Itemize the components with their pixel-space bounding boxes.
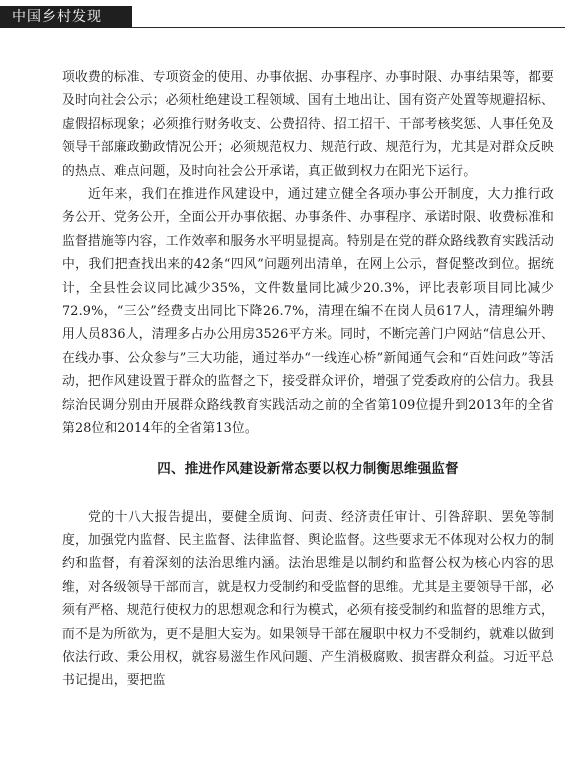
- publication-title: 中国乡村发现: [0, 6, 132, 28]
- article-body: [62, 66, 554, 693]
- header-rule: [132, 27, 565, 28]
- paragraph-continued: 项收费的标准、专项资金的使用、办事依据、办事程序、办事时限、办事结果等，都要及时向社会公示；必须杜绝建设工程领域、国有土地出让、国有资产处置等规避招标、虚假招标现象；必须推行财务收支、公费招待、招工招干、干部考核奖惩、人事任免及领导干部廉政勤政情况公开；必须规范权力、规范行政、规范行为，尤其是对群众反映的热点、难点问题，及时向社会公开承诺，真正做到权力在阳光下运行。: [62, 70, 554, 179]
- paragraph-achievements: 近年来，我们在推进作风建设中，通过建立健全各项办事公开制度，大力推行政务公开、党务公开，全面公开办事依据、办事条件、办事程序、承诺时限、收费标准和监督措施等内容，工作效率和服务水平明显提高。特别是在党的群众路线教育实践活动中，我们把查找出来的42条“四风”问题列出清单，在网上公示，督促整改到位。据统计，全县性会议同比减少35%，文件数量同比减少20.3%，评比表彰项目同比减少72.9%，“三公”经费支出同比下降26.7%，清理在编不在岗人员617人，清理编外聘用人员836人，清理多占办公用房3526平方米。同时，不断完善门户网站“信息公开、在线办事、公众参与”三大功能，通过举办“一线连心桥”新闻通气会和“百姓问政”等活动，把作风建设置于群众的监督之下，接受群众评价，增强了党委政府的公信力。我县综治民调分别由开展群众路线教育实践活动之前的全省第109位提升到2013年的全省第28位和2014年的全省第13位。: [62, 187, 554, 437]
- paragraph-supervision: 党的十八大报告提出，要健全质询、问责、经济责任审计、引咎辞职、罢免等制度，加强党内监督、民主监督、法律监督、舆论监督。这些要求无不体现对公权力的制约和监督，有着深刻的法治思维内涵。法治思维是以制约和监督公权为核心内容的思维，对各级领导干部而言，就是权力受制约和受监督的思维。尤其是主要领导干部，必须有严格、规范行使权力的思想观念和行为模式，必须有接受制约和监督的思维方式，而不是为所欲为，更不是胆大妄为。如果领导干部在履职中权力不受制约，就难以做到依法行政、秉公用权，就容易滋生作风问题、产生消极腐败、损害群众利益。习近平总书记提出，要把监: [62, 509, 554, 689]
- page-header: [0, 0, 565, 28]
- section-heading: 四、推进作风建设新常态要以权力制衡思维强监督: [157, 460, 459, 477]
